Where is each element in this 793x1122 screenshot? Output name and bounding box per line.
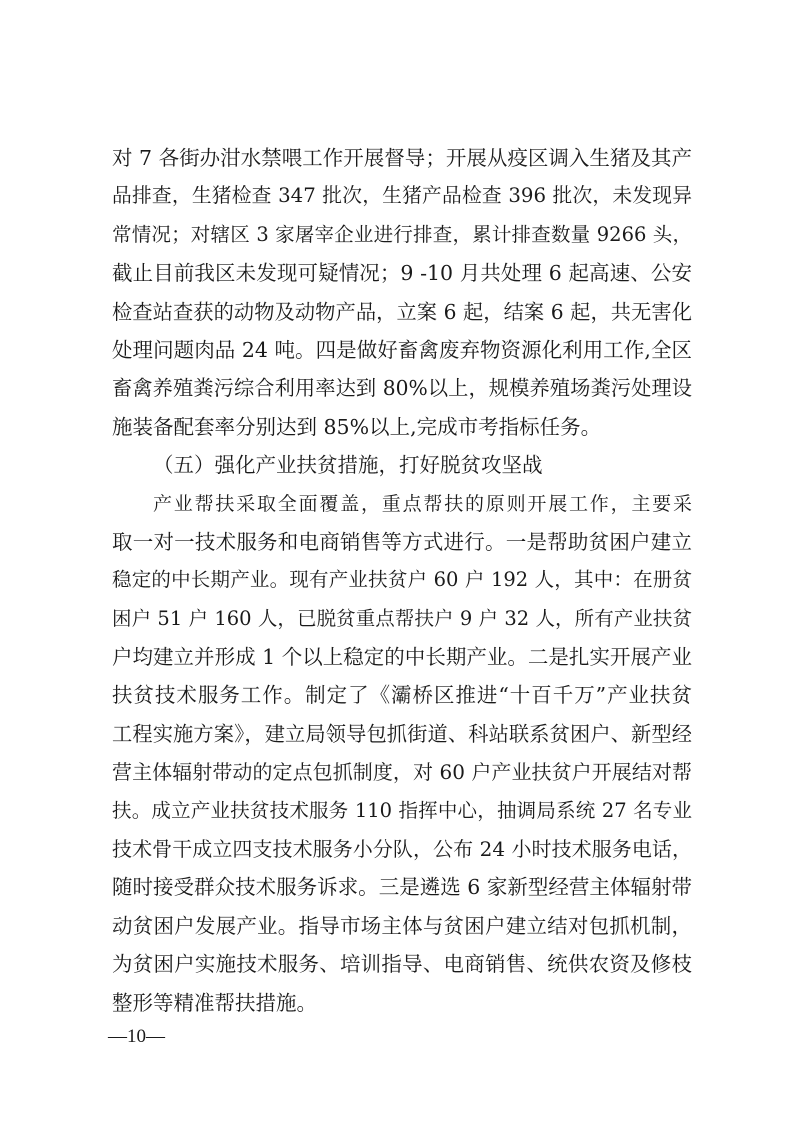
text-line: 动贫困户发展产业。指导市场主体与贫困户建立结对包抓机制， — [112, 913, 692, 938]
text-line: 整形等精准帮扶措施。 — [112, 990, 317, 1015]
text-line: 随时接受群众技术服务诉求。三是遴选 6 家新型经营主体辐射带 — [112, 875, 692, 900]
text-line: 产业帮扶采取全面覆盖，重点帮扶的原则开展工作，主要采 — [153, 492, 692, 515]
text-line: 户均建立并形成 1 个以上稳定的中长期产业。二是扎实开展产业 — [112, 645, 692, 670]
text-line: 对 7 各街办泔水禁喂工作开展督导；开展从疫区调入生猪及其产 — [112, 146, 692, 170]
page-number: —10— — [108, 1026, 165, 1047]
text-line: 处理问题肉品 24 吨。四是做好畜禽废弃物资源化利用工作,全区 — [112, 337, 692, 362]
text-line: 扶。成立产业扶贫技术服务 110 指挥中心，抽调局系统 27 名专业 — [112, 798, 692, 822]
text-line: 截止目前我区未发现可疑情况；9 -10 月共处理 6 起高速、公安 — [112, 261, 692, 286]
text-line: 困户 51 户 160 人，已脱贫重点帮扶户 9 户 32 人，所有产业扶贫 — [112, 606, 692, 630]
section-heading: （五）强化产业扶贫措施，打好脱贫攻坚战 — [153, 453, 543, 478]
text-line: 稳定的中长期产业。现有产业扶贫户 60 户 192 人，其中：在册贫 — [112, 568, 692, 592]
text-line: 畜禽养殖粪污综合利用率达到 80%以上，规模养殖场粪污处理设 — [112, 376, 692, 401]
text-line: 检查站查获的动物及动物产品，立案 6 起，结案 6 起，共无害化 — [112, 299, 692, 324]
body-text — [112, 139, 692, 1022]
text-line: 取一对一技术服务和电商销售等方式进行。一是帮助贫困户建立 — [112, 529, 692, 554]
text-line: 施装备配套率分别达到 85%以上,完成市考指标任务。 — [112, 414, 602, 439]
text-line: 工程实施方案》，建立局领导包抓街道、科站联系贫困户、新型经 — [112, 721, 692, 746]
text-line: 常情况；对辖区 3 家屠宰企业进行排查，累计排查数量 9266 头， — [112, 222, 692, 246]
text-line: 技术骨干成立四支技术服务小分队，公布 24 小时技术服务电话， — [112, 837, 692, 862]
text-line: 扶贫技术服务工作。制定了《灞桥区推进“十百千万”产业扶贫 — [112, 683, 692, 708]
text-line: 品排查，生猪检查 347 批次，生猪产品检查 396 批次，未发现异 — [112, 184, 692, 208]
text-line: 为贫困户实施技术服务、培训指导、电商销售、统供农资及修枝 — [112, 952, 692, 977]
text-line: 营主体辐射带动的定点包抓制度，对 60 户产业扶贫户开展结对帮 — [112, 760, 692, 785]
